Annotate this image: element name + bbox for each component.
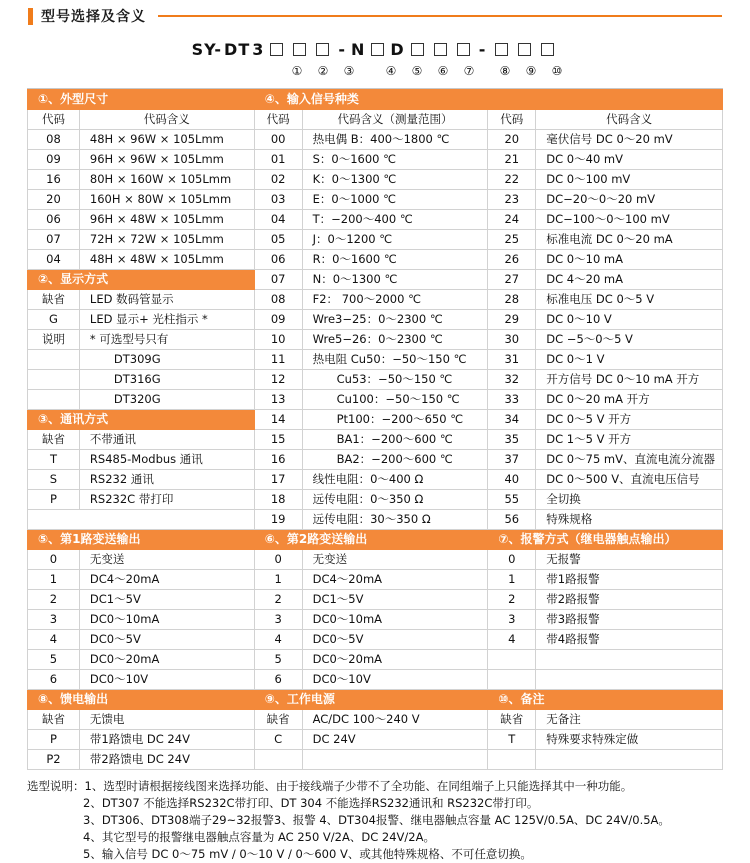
input-desc2: DC 4～20 mA	[536, 270, 723, 290]
size-code: 06	[28, 210, 80, 230]
out1-desc: DC4～20mA	[79, 570, 254, 590]
display-desc: DT320G	[79, 390, 254, 410]
feed-code: P2	[28, 750, 80, 770]
comm-code: 缺省	[28, 430, 80, 450]
input-desc: Pt100：−200～650 ℃	[302, 410, 488, 430]
table-row	[28, 170, 723, 190]
input-desc: Cu100：−50～150 ℃	[302, 390, 488, 410]
out2-desc: DC4～20mA	[302, 570, 488, 590]
display-code	[28, 350, 80, 370]
remark-code	[488, 750, 536, 770]
model-slot-7	[457, 43, 470, 56]
input-desc2: DC 1～5 V 开方	[536, 430, 723, 450]
header-rule	[158, 15, 722, 17]
table-row	[28, 190, 723, 210]
out1-code: 0	[28, 550, 80, 570]
model-slot-3	[316, 43, 329, 56]
out1-code: 2	[28, 590, 80, 610]
input-desc2: DC −5～0～5 V	[536, 330, 723, 350]
model-slot-5	[411, 43, 424, 56]
comm-code: S	[28, 470, 80, 490]
alarm-desc: 带2路报警	[536, 590, 723, 610]
size-desc: 72H × 72W × 105Lmm	[79, 230, 254, 250]
size-code: 09	[28, 150, 80, 170]
input-desc: R：0～1600 ℃	[302, 250, 488, 270]
out1-desc: DC0～10mA	[79, 610, 254, 630]
model-slot-10	[541, 43, 554, 56]
input-code2: 40	[488, 470, 536, 490]
model-slot-8	[495, 43, 508, 56]
input-desc2: DC 0～1 V	[536, 350, 723, 370]
section-title-row	[28, 270, 723, 290]
power-code	[254, 750, 302, 770]
table-row	[28, 470, 723, 490]
page-header	[28, 6, 722, 26]
model-code-line	[0, 40, 750, 59]
filler-cell	[28, 510, 80, 530]
display-desc: DT309G	[79, 350, 254, 370]
input-desc2: DC 0～10 V	[536, 310, 723, 330]
table-row	[28, 130, 723, 150]
size-code: 04	[28, 250, 80, 270]
input-code: 09	[254, 310, 302, 330]
input-desc: Wre3−25：0～2300 ℃	[302, 310, 488, 330]
header-code-1: 代码	[28, 110, 80, 130]
table-row	[28, 590, 723, 610]
index-5: ⑤	[411, 64, 423, 78]
size-desc: 48H × 96W × 105Lmm	[79, 130, 254, 150]
feed-desc: 无馈电	[79, 710, 254, 730]
input-desc2: 特殊规格	[536, 510, 723, 530]
column-header-row	[28, 110, 723, 130]
table-row	[28, 610, 723, 630]
display-desc: LED 数码管显示	[79, 290, 254, 310]
alarm-desc: 带3路报警	[536, 610, 723, 630]
size-desc: 96H × 96W × 105Lmm	[79, 150, 254, 170]
out2-desc: DC0～5V	[302, 630, 488, 650]
alarm-desc: 无报警	[536, 550, 723, 570]
input-desc: T：−200～400 ℃	[302, 210, 488, 230]
size-code: 16	[28, 170, 80, 190]
table-row	[28, 250, 723, 270]
out1-code: 5	[28, 650, 80, 670]
size-desc: 160H × 80W × 105Lmm	[79, 190, 254, 210]
size-desc: 96H × 48W × 105Lmm	[79, 210, 254, 230]
page-root	[0, 6, 750, 861]
model-prefix: SY-	[191, 40, 223, 59]
alarm-code	[488, 670, 536, 690]
input-code2: 56	[488, 510, 536, 530]
input-desc: BA1：−200～600 ℃	[302, 430, 488, 450]
size-code: 08	[28, 130, 80, 150]
remark-code: 缺省	[488, 710, 536, 730]
index-4: ④	[385, 64, 397, 78]
display-desc: * 可选型号只有	[79, 330, 254, 350]
display-code: 说明	[28, 330, 80, 350]
comm-desc: RS232 通讯	[79, 470, 254, 490]
header-meaning-4: 代码含义（测量范围）	[302, 110, 488, 130]
input-desc: S：0～1600 ℃	[302, 150, 488, 170]
input-desc: K：0～1300 ℃	[302, 170, 488, 190]
input-code: 14	[254, 410, 302, 430]
selection-notes	[27, 778, 723, 863]
input-desc: 热电阻 Cu50：−50～150 ℃	[302, 350, 488, 370]
input-desc2: 标准电压 DC 0～5 V	[536, 290, 723, 310]
table-row	[28, 330, 723, 350]
alarm-desc: 带1路报警	[536, 570, 723, 590]
section-6-title: ⑥、第2路变送输出	[254, 530, 488, 550]
input-code: 07	[254, 270, 302, 290]
display-code: G	[28, 310, 80, 330]
index-7: ⑦	[463, 64, 475, 78]
header-code-4: 代码	[254, 110, 302, 130]
section-1-title: ①、外型尺寸	[28, 90, 255, 110]
input-code2: 34	[488, 410, 536, 430]
header-meaning-1: 代码含义	[79, 110, 254, 130]
input-desc2: 开方信号 DC 0～10 mA 开方	[536, 370, 723, 390]
out1-desc: DC0～10V	[79, 670, 254, 690]
filler-cell	[79, 510, 254, 530]
note-line-2: 2、DT307 不能选择RS232C带打印、DT 304 不能选择RS232通讯和 RS232C带打印。	[83, 796, 539, 810]
input-desc: BA2：−200～600 ℃	[302, 450, 488, 470]
input-desc: N：0～1300 ℃	[302, 270, 488, 290]
table-row	[28, 290, 723, 310]
table-row	[28, 390, 723, 410]
out2-desc: DC0～10mA	[302, 610, 488, 630]
input-code2: 26	[488, 250, 536, 270]
model-slot-1	[270, 43, 283, 56]
section-7-title: ⑦、报警方式（继电器触点输出）	[488, 530, 723, 550]
comm-desc: RS232C 带打印	[79, 490, 254, 510]
remark-desc: 特殊要求特殊定做	[536, 730, 723, 750]
table-row	[28, 650, 723, 670]
model-slot-4	[371, 43, 384, 56]
size-desc: 80H × 160W × 105Lmm	[79, 170, 254, 190]
table-row	[28, 210, 723, 230]
out2-code: 6	[254, 670, 302, 690]
alarm-code	[488, 650, 536, 670]
comm-code: T	[28, 450, 80, 470]
index-9: ⑨	[525, 64, 537, 78]
out2-desc: DC1～5V	[302, 590, 488, 610]
model-letter-n: N	[351, 40, 366, 59]
feed-desc: 带1路馈电 DC 24V	[79, 730, 254, 750]
table-row	[28, 570, 723, 590]
input-code: 11	[254, 350, 302, 370]
section-9-title: ⑨、工作电源	[254, 690, 488, 710]
input-code: 03	[254, 190, 302, 210]
input-code: 05	[254, 230, 302, 250]
out2-code: 1	[254, 570, 302, 590]
index-6: ⑥	[437, 64, 449, 78]
alarm-code: 1	[488, 570, 536, 590]
alarm-code: 4	[488, 630, 536, 650]
input-desc2: DC 0～500 V、直流电压信号	[536, 470, 723, 490]
table-row	[28, 430, 723, 450]
index-1: ①	[291, 64, 303, 78]
model-dash-2: -	[478, 40, 487, 59]
model-slot-6	[434, 43, 447, 56]
input-code2: 31	[488, 350, 536, 370]
feed-code: P	[28, 730, 80, 750]
input-code2: 32	[488, 370, 536, 390]
section-title-row	[28, 90, 723, 110]
comm-desc: 不带通讯	[79, 430, 254, 450]
table-row	[28, 550, 723, 570]
input-desc: J：0～1200 ℃	[302, 230, 488, 250]
table-row	[28, 710, 723, 730]
index-2: ②	[317, 64, 329, 78]
input-desc: 远传电阻：30～350 Ω	[302, 510, 488, 530]
section-title-row	[28, 410, 723, 430]
section-4-title: ④、输入信号种类	[254, 90, 722, 110]
model-digit: 3	[252, 40, 265, 59]
header-meaning-4b: 代码含义	[536, 110, 723, 130]
spec-table-wrap	[27, 88, 723, 770]
alarm-desc	[536, 670, 723, 690]
input-code2: 37	[488, 450, 536, 470]
power-desc: AC/DC 100～240 V	[302, 710, 488, 730]
input-desc: Wre5−26：0～2300 ℃	[302, 330, 488, 350]
out1-code: 6	[28, 670, 80, 690]
table-row	[28, 510, 723, 530]
remark-code: T	[488, 730, 536, 750]
model-index-row	[0, 64, 750, 78]
model-letter-d: D	[390, 40, 405, 59]
alarm-code: 0	[488, 550, 536, 570]
section-2-title: ②、显示方式	[28, 270, 255, 290]
input-code2: 24	[488, 210, 536, 230]
input-code2: 55	[488, 490, 536, 510]
size-code: 20	[28, 190, 80, 210]
input-code2: 28	[488, 290, 536, 310]
input-desc2: 标准电流 DC 0～20 mA	[536, 230, 723, 250]
table-row	[28, 370, 723, 390]
input-code: 15	[254, 430, 302, 450]
input-code: 06	[254, 250, 302, 270]
input-code2: 25	[488, 230, 536, 250]
input-desc2: DC 0～40 mV	[536, 150, 723, 170]
display-code	[28, 390, 80, 410]
out1-desc: DC0～5V	[79, 630, 254, 650]
input-code: 02	[254, 170, 302, 190]
input-desc2: 毫伏信号 DC 0～20 mV	[536, 130, 723, 150]
input-desc2: DC 0～20 mA 开方	[536, 390, 723, 410]
table-row	[28, 310, 723, 330]
out1-code: 3	[28, 610, 80, 630]
section-10-title: ⑩、备注	[488, 690, 723, 710]
model-series: DT	[224, 40, 251, 59]
table-row	[28, 630, 723, 650]
size-code: 07	[28, 230, 80, 250]
input-desc2: DC 0～75 mV、直流电流分流器	[536, 450, 723, 470]
input-desc: 线性电阻：0～400 Ω	[302, 470, 488, 490]
section-title-row	[28, 530, 723, 550]
alarm-desc	[536, 650, 723, 670]
spec-table	[27, 89, 723, 770]
out2-code: 4	[254, 630, 302, 650]
input-desc: F2： 700～2000 ℃	[302, 290, 488, 310]
section-8-title: ⑧、馈电输出	[28, 690, 255, 710]
out1-code: 1	[28, 570, 80, 590]
table-row	[28, 230, 723, 250]
input-desc: E：0～1000 ℃	[302, 190, 488, 210]
out2-code: 2	[254, 590, 302, 610]
out1-desc: DC1～5V	[79, 590, 254, 610]
table-row	[28, 670, 723, 690]
table-row	[28, 490, 723, 510]
model-slot-2	[293, 43, 306, 56]
input-code: 19	[254, 510, 302, 530]
power-code: 缺省	[254, 710, 302, 730]
alarm-desc: 带4路报警	[536, 630, 723, 650]
input-desc: 热电偶 B：400～1800 ℃	[302, 130, 488, 150]
display-code: 缺省	[28, 290, 80, 310]
section-5-title: ⑤、第1路变送输出	[28, 530, 255, 550]
input-desc: Cu53：−50～150 ℃	[302, 370, 488, 390]
input-code: 04	[254, 210, 302, 230]
input-code2: 35	[488, 430, 536, 450]
power-code: C	[254, 730, 302, 750]
input-code: 08	[254, 290, 302, 310]
input-desc2: DC 0～5 V 开方	[536, 410, 723, 430]
input-desc: 远传电阻：0～350 Ω	[302, 490, 488, 510]
input-code: 10	[254, 330, 302, 350]
out2-desc: 无变送	[302, 550, 488, 570]
input-code2: 27	[488, 270, 536, 290]
section-title-row	[28, 690, 723, 710]
input-code: 12	[254, 370, 302, 390]
note-line-3: 3、DT306、DT308端子29~32报警3、报警 4、DT304报警、继电器触点容量 AC 125V/0.5A、DC 24V/0.5A。	[83, 813, 670, 827]
input-code2: 30	[488, 330, 536, 350]
comm-desc: RS485-Modbus 通讯	[79, 450, 254, 470]
out2-code: 3	[254, 610, 302, 630]
out2-code: 0	[254, 550, 302, 570]
input-desc2: 全切换	[536, 490, 723, 510]
display-code	[28, 370, 80, 390]
alarm-code: 2	[488, 590, 536, 610]
feed-code: 缺省	[28, 710, 80, 730]
input-code2: 33	[488, 390, 536, 410]
display-desc: LED 显示+ 光柱指示 *	[79, 310, 254, 330]
model-dash-1: -	[338, 40, 347, 59]
out1-code: 4	[28, 630, 80, 650]
display-desc: DT316G	[79, 370, 254, 390]
input-code2: 22	[488, 170, 536, 190]
table-row	[28, 450, 723, 470]
index-8: ⑧	[499, 64, 511, 78]
note-line-4: 4、其它型号的报警继电器触点容量为 AC 250 V/2A、DC 24V/2A。	[83, 830, 435, 844]
section-3-title: ③、通讯方式	[28, 410, 255, 430]
table-row	[28, 350, 723, 370]
out2-code: 5	[254, 650, 302, 670]
input-desc2: DC 0～10 mA	[536, 250, 723, 270]
input-code: 01	[254, 150, 302, 170]
input-code: 17	[254, 470, 302, 490]
note-line-1	[27, 778, 723, 795]
input-code: 00	[254, 130, 302, 150]
input-desc2: DC−100～0～100 mV	[536, 210, 723, 230]
index-10: ⑩	[551, 64, 563, 78]
power-desc: DC 24V	[302, 730, 488, 750]
input-code: 13	[254, 390, 302, 410]
out1-desc: 无变送	[79, 550, 254, 570]
alarm-code: 3	[488, 610, 536, 630]
input-code: 16	[254, 450, 302, 470]
model-slot-9	[518, 43, 531, 56]
notes-title: 选型说明：	[27, 779, 85, 793]
input-code2: 21	[488, 150, 536, 170]
comm-code: P	[28, 490, 80, 510]
size-desc: 48H × 48W × 105Lmm	[79, 250, 254, 270]
input-code2: 29	[488, 310, 536, 330]
power-desc	[302, 750, 488, 770]
out2-desc: DC0～20mA	[302, 650, 488, 670]
input-code: 18	[254, 490, 302, 510]
remark-desc	[536, 750, 723, 770]
input-code2: 23	[488, 190, 536, 210]
table-row	[28, 730, 723, 750]
header-code-4b: 代码	[488, 110, 536, 130]
page-title: 型号选择及含义	[41, 9, 146, 25]
feed-desc: 带2路馈电 DC 24V	[79, 750, 254, 770]
note-line-5: 5、输入信号 DC 0～75 mV / 0～10 V / 0～600 V、或其他特殊规格、不可任意切换。	[83, 847, 532, 861]
index-3: ③	[343, 64, 355, 78]
input-desc2: DC 0～100 mV	[536, 170, 723, 190]
remark-desc: 无备注	[536, 710, 723, 730]
input-code2: 20	[488, 130, 536, 150]
out2-desc: DC0～10V	[302, 670, 488, 690]
out1-desc: DC0～20mA	[79, 650, 254, 670]
input-desc2: DC−20～0～20 mV	[536, 190, 723, 210]
note-text-1: 1、选型时请根据接线图来选择功能、由于接线端子少带不了全功能、在同组端子上只能选择其中一种功能。	[84, 779, 633, 793]
table-row	[28, 150, 723, 170]
header-accent-bar	[28, 8, 33, 25]
table-row	[28, 750, 723, 770]
